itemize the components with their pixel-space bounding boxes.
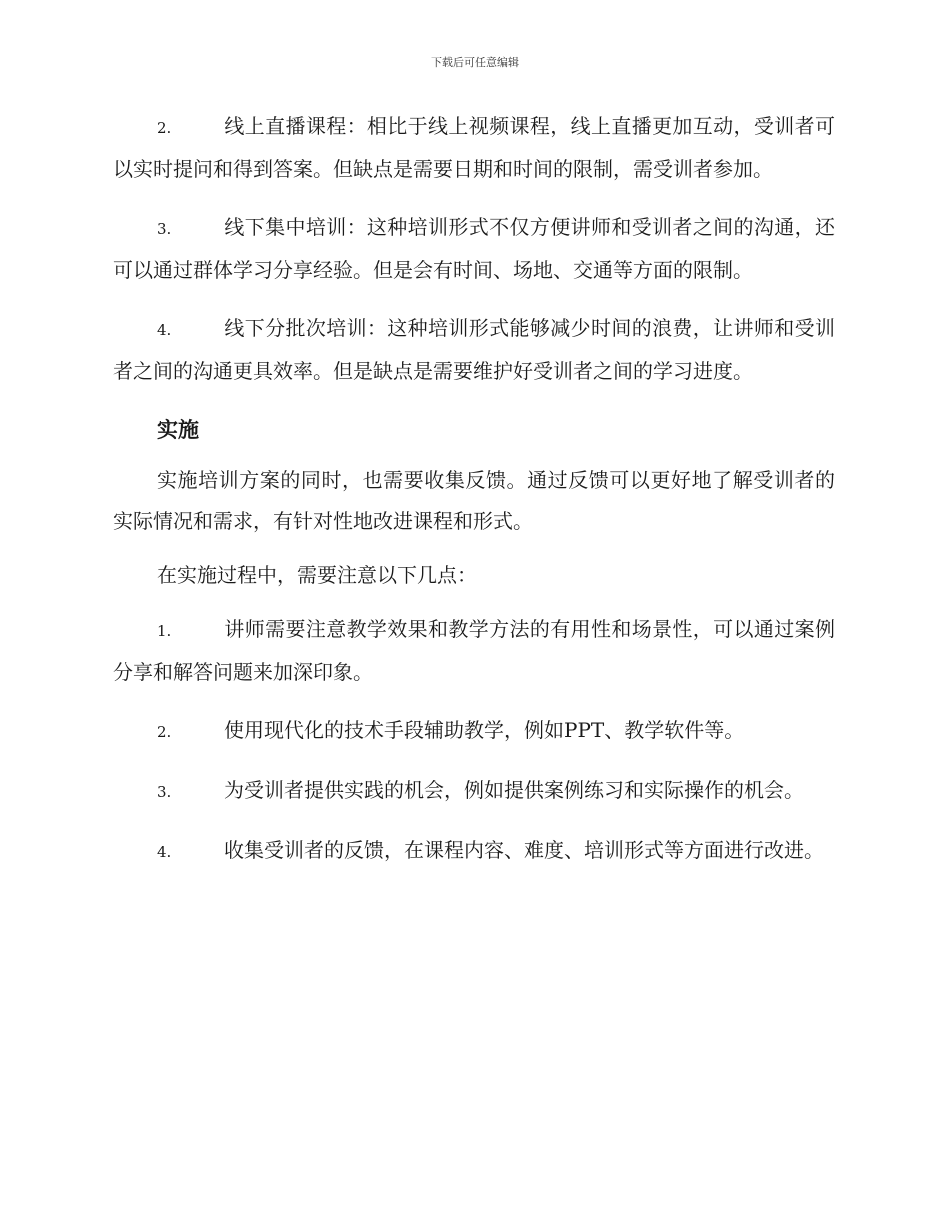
list-number: 2. [157, 119, 172, 137]
list-text: 线下集中培训：这种培训形式不仅方便讲师和受训者之间的沟通，还可以通过群体学习分享经验。但是会有时间、场地、交通等方面的限制。 [113, 215, 835, 282]
list-number: 3. [157, 220, 172, 238]
paragraph: 实施培训方案的同时，也需要收集反馈。通过反馈可以更好地了解受训者的实际情况和需求，有针对性地改进课程和形式。 [113, 468, 835, 533]
header-note: 下载后可任意编辑 [431, 56, 519, 69]
list-text: 线下分批次培训：这种培训形式能够减少时间的浪费，让讲师和受训者之间的沟通更具效率。但是缺点是需要维护好受训者之间的学习进度。 [113, 316, 835, 383]
list-text: 收集受训者的反馈，在课程内容、难度、培训形式等方面进行改进。 [224, 838, 824, 862]
section-heading: 实施 [157, 417, 199, 442]
list-item [113, 106, 835, 190]
list-text: 讲师需要注意教学效果和教学方法的有用性和场景性，可以通过案例分享和解答问题来加深印象。 [113, 617, 835, 684]
paragraph: 在实施过程中，需要注意以下几点： [157, 563, 477, 587]
list-text: 线上直播课程：相比于线上视频课程，线上直播更加互动，受训者可以实时提问和得到答案。但缺点是需要日期和时间的限制，需受训者参加。 [113, 114, 835, 181]
list-item [113, 609, 835, 693]
list-number: 1. [157, 622, 172, 640]
list-text: 为受训者提供实践的机会，例如提供案例练习和实际操作的机会。 [224, 778, 804, 802]
list-item [113, 770, 835, 813]
list-number: 3. [157, 783, 172, 801]
list-item [113, 830, 835, 873]
list-number: 4. [157, 321, 172, 339]
list-item [113, 308, 835, 392]
list-text: 使用现代化的技术手段辅助教学，例如PPT、教学软件等。 [224, 718, 745, 742]
list-item [113, 207, 835, 291]
list-number: 4. [157, 843, 172, 861]
list-number: 2. [157, 723, 172, 741]
document-body [113, 106, 835, 890]
list-item [113, 710, 835, 753]
